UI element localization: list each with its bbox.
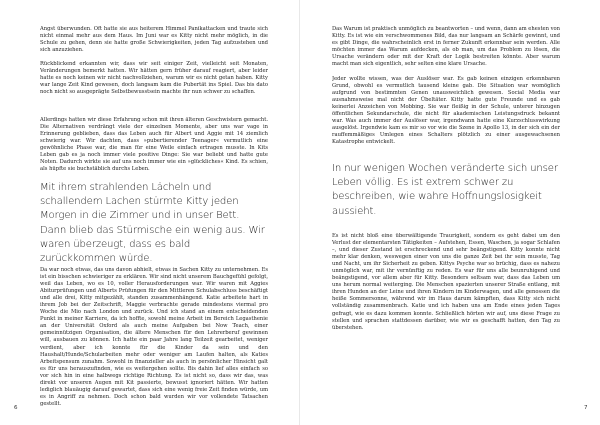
body-paragraph: Da war noch etwas, das uns davon abhielt, etwas in Sachen Kitty zu unternehmen. Es ist ein bisschen schwieriger zu erklären. Wir sind nicht unserem Bauchgefühl gefolgt, weil das Leben, wo es 10, voller Herausforderungen war. Wir waren mit Aggies Abiturprüfungen und Alberts Prüfungen für den Mittleren Schulabschluss beschäftigt und alle drei, Kitty mitgezählt, standen zusammenhängend. Katie arbeitete hart in ihrem Job bei der Zeitschrift, Maggie verbrachte gerade mindestens viermal pro Woche die Mio nach London und zurück. Und ich stand an einem entscheidenden Punkt in meiner Karriere, da ich hoffte, sowohl meine Arbeit im Bereich Legasthenie an der Universität Oxford als auch meine Aufgaben bei Now Teach, einer gemeinnützigen Organisation, die ältere Menschen für den Lehrerberuf gewinnen will, ausbauen zu können. Ich hatte ein paar Jahre lang Teilzeit gearbeitet, weniger verdient, aber ich konnte für die Kinder da sein und den Haushalt/Hunde/Schularbeiten mehr oder weniger am Laufen halten, als Katies Arbeitspensum zunahm. Sowohl in finanzieller als auch in persönlicher Hinsicht galt es für uns herauszufinden, wie es weitergehen sollte. Bis dahin lief alles einfach so vor sich hin in eine halbwegs richtige Richtung. Es ist nicht so, dass wir das, was direkt vor unseren Augen mit Kit passierte, bewusst ignoriert hätten. Wir hatten lediglich blauäugig darauf gewartet, dass sich eine wenig freie Zeit finden würde, um es in Angriff zu nehmen. Doch schon bald wurden wir vor vollendete Tatsachen gestellt.: [40, 267, 268, 407]
pull-quote: Mit ihrem strahlenden Lächeln und schallendem Lachen stürmte Kitty jeden Morgen in die Zimmer und in unser Bett. Dann blieb das Stürmische ein wenig aus. Wir waren überzeugt, dass es bald zurückkommen würde.: [40, 182, 265, 265]
pull-quote: In nur wenigen Wochen veränderte sich unser Leben völlig. Es ist extrem schwer zu beschreiben, wie wahre Hoffnungslosigkeit aussieht.: [332, 163, 558, 217]
body-paragraph: Allerdings hatten wir diese Erfahrung schon mit ihren älteren Geschwistern gemacht. Die Alternativen verdrängt viele der einzelnen Momente, aber uns war vage in Erinnerung geblieben, dass das Leben auch für Albert und Aggie mit 14 ziemlich schwierig war. Wir dachten, dass »pubertierender Teenager« vermutlich eine gewöhnliche Phase war, die man für eine Weile einfach ertragen musste. In Kits Leben gab es ja noch immer viele positive Dinge: Sie war beliebt und hatte gute Noten. Dadurch wirkte sie auf uns noch immer wie ein »glückliches« Kind. Es schien, als hüpfte sie buchstäblich durchs Leben.: [40, 117, 268, 173]
body-paragraph: Rückblickend erkannten wir, dass wir seit einiger Zeit, vielleicht seit Monaten, Veränderungen bemerkt hatten. Wir hätten gern früher darauf reagiert, aber leider hatte es noch keinen wir nicht nachvollziehen, warum wir es nicht getan haben. Kitty war lange Zeit Kind gewesen, doch langsam kam die Pubertät ins Spiel. Das bis dato noch nicht so ausgeprägte Selbstbewusstsein machte ihr nun schwer zu schaffen.: [40, 61, 268, 96]
body-paragraph: Jeder wollte wissen, was der Auslöser war. Es gab keinen einzigen erkennbaren Grund, obwohl es vermutlich tausend kleine gab. Die Situation war womöglich aufgrund von bestimmten Genen unausweichlich gewesen. Social Media war ausnahmsweise mal nicht der Übeltäter. Kitty hatte gute Freunde und es gab keinerlei Anzeichen von Mobbing. Sie war fleißig in der Schule, unterer hinzugen öffentlichen Sekundarschule, die nicht für akademischen Leistungsdruck bekannt war. Was auch immer der Auslöser war, irgendwann hatte eine Kurzschlusswirkung ausgelöst. Irgendwie kam es mir so vor wie die Szene in Apollo 13, in der sich ein der rauffemmäßiges Umlegen eines Schalters plötzlich zu einer ausgewachsenen Katastrophe entwickelt.: [332, 76, 560, 146]
left-text-column: [40, 26, 268, 415]
page-number: 6: [14, 405, 18, 411]
body-paragraph: Das Warum ist praktisch unmöglich zu beantworten – und wenn, dann am ehesten von Kitty. Es ist wie ein verschwommenes Bild, das nur langsam an Schärfe gewinnt, und es gibt Dinge, die wahrscheinlich erst in ferner Zukunft erkennbar sein werden. Alle möchten immer das Warum aufdecken, als ob man, um das Problem zu lösen, die Ursache verändern oder mit der Kraft der Logik bestreiten könnte. Aber warum macht man sich eigentlich, sehr selten eine klare Ursache.: [332, 26, 560, 68]
body-paragraph: Angst überwunden. Oft hatte sie aus heiterem Himmel Panikattacken und traute sich nicht einmal mehr aus dem Haus. Im Juni war es Kitty nicht mehr möglich, in die Schule zu gehen, denn sie hatte große Schwierigkeiten, jeden Tag aufzustehen und sich anzuziehen.: [40, 26, 268, 54]
right-text-column: [332, 26, 560, 367]
body-paragraph: Es ist nicht bloß eine überwältigende Traurigkeit, sondern es geht dabei um den Verlust der elementarsten Tätigkeiten – Aufstehen, Essen, Waschen, ja sogar Schlafen –, und dieser Zustand ist erschreckend und sehr beängstigend. Kitty konnte nicht mehr klar denken, weswegen einer von uns die ganze Zeit bei ihr sein musste, Tag und Nacht, um ihr Sicherheit zu geben. Kittys Psyche war so brüchig, dass es nahezu unmöglich war, mit ihr vernünftig zu reden. Es war für uns alle beunruhigend und beängstigend, vor allem aber für Kitty. Besonders seltsam war, dass das Leben um uns herum normal weiterging. Die Menschen spazierten unserer Straße entlang, mit ihren Hunden an der Leine und ihren Kindern im Kinderwagen, und alle genossen die heiße Sommersonne, während wir im Haus darum kämpften, dass Kitty sich nicht vollständig zusammenbrach. Katie und ich haben uns am Ende eines jeden Tages gefragt, wie es dazu kommen konnte. Schließlich hörten wir auf, uns diese Frage zu stellen und sprachen stattdessen darüber, wie wir es geschafft hatten, den Tag zu überstehen.: [332, 233, 560, 331]
right-page: [300, 0, 600, 425]
page-number: 7: [584, 405, 588, 411]
